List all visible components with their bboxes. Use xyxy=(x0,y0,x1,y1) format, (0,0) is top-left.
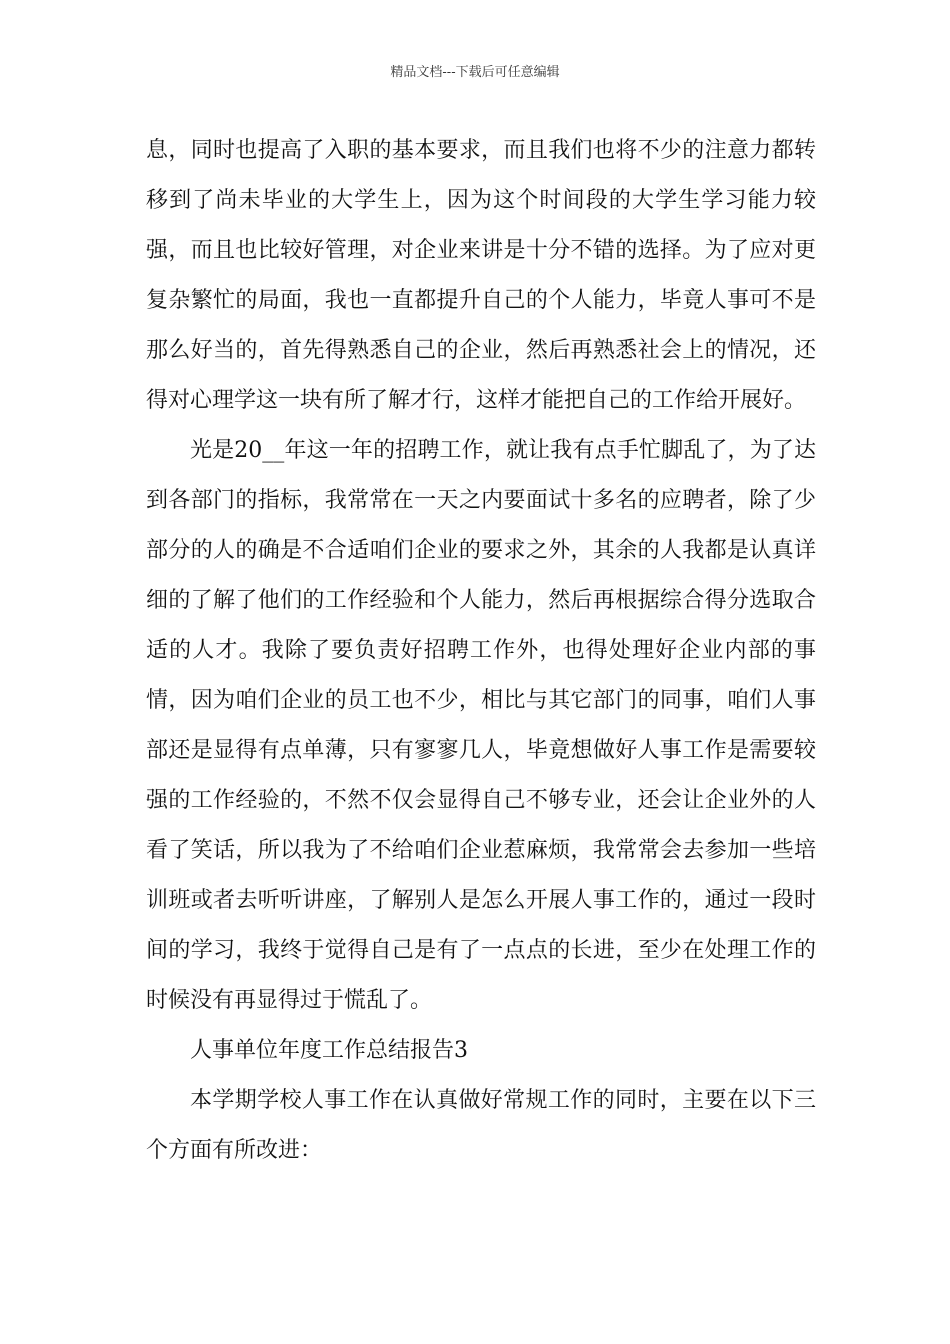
paragraph-intro: 本学期学校人事工作在认真做好常规工作的同时，主要在以下三个方面有所改进： xyxy=(146,1088,816,1163)
section-heading: 人事单位年度工作总结报告3 xyxy=(190,1038,468,1063)
paragraph-continuation: 息，同时也提高了入职的基本要求，而且我们也将不少的注意力都转移到了尚未毕业的大学生上，因为这个时间段的大学生学习能力较强，而且也比较好管理，对企业来讲是十分不错的选择。为了应对更复杂繁忙的局面，我也一直都提升自己的个人能力，毕竟人事可不是那么好当的，首先得熟悉自己的企业，然后再熟悉社会上的情况，还得对心理学这一块有所了解才行，这样才能把自己的工作给开展好。 xyxy=(146,138,816,413)
paragraph-recruitment: 光是20__年这一年的招聘工作，就让我有点手忙脚乱了，为了达到各部门的指标，我常常在一天之内要面试十多名的应聘者，除了少部分的人的确是不合适咱们企业的要求之外，其余的人我都是认真详细的了解了他们的工作经验和个人能力，然后再根据综合得分选取合适的人才。我除了要负责好招聘工作外，也得处理好企业内部的事情，因为咱们企业的员工也不少，相比与其它部门的同事，咱们人事部还是显得有点单薄，只有寥寥几人，毕竟想做好人事工作是需要较强的工作经验的，不然不仅会显得自己不够专业，还会让企业外的人看了笑话，所以我为了不给咱们企业惹麻烦，我常常会去参加一些培训班或者去听听讲座，了解别人是怎么开展人事工作的，通过一段时间的学习，我终于觉得自己是有了一点点的长进，至少在处理工作的时候没有再显得过于慌乱了。 xyxy=(146,438,816,1013)
page-header: 精品文档---下载后可任意编辑 xyxy=(390,65,560,80)
document-body xyxy=(146,126,816,1176)
